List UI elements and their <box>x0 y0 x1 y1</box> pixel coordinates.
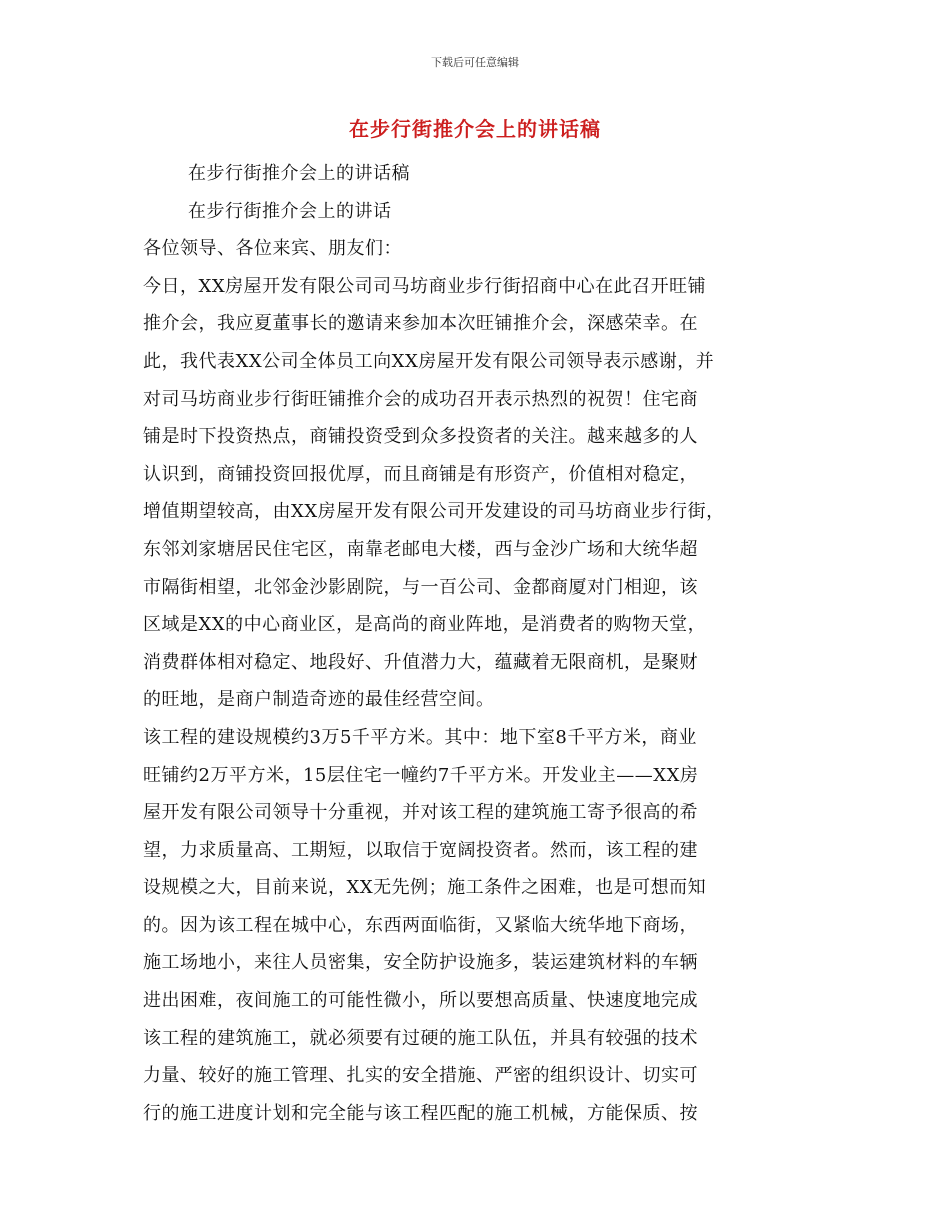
paragraph-line: 今日，XX房屋开发有限公司司马坊商业步行街招商中心在此召开旺铺 <box>143 275 707 297</box>
paragraph-line: 望，力求质量高、工期短，以取信于宽阔投资者。然而，该工程的建 <box>143 839 698 861</box>
paragraph-line: 推介会，我应夏董事长的邀请来参加本次旺铺推介会，深感荣幸。在 <box>143 313 698 335</box>
paragraph-line: 旺铺约2万平方米，15层住宅一幢约7千平方米。开发业主——XX房 <box>143 764 699 786</box>
paragraph-line: 力量、较好的施工管理、扎实的安全措施、严密的组织设计、切实可 <box>143 1065 698 1087</box>
paragraph-line: 市隔街相望，北邻金沙影剧院，与一百公司、金都商厦对门相迎，该 <box>143 576 698 598</box>
paragraph-line: 行的施工进度计划和完全能与该工程匹配的施工机械，方能保质、按 <box>143 1102 698 1124</box>
paragraph-line: 铺是时下投资热点，商铺投资受到众多投资者的关注。越来越多的人 <box>143 426 698 448</box>
paragraph-line: 区域是XX的中心商业区，是高尚的商业阵地，是消费者的购物天堂， <box>143 614 707 636</box>
paragraph-line: 施工场地小，来往人员密集，安全防护设施多，装运建筑材料的车辆 <box>143 952 698 974</box>
paragraph-line: 设规模之大，目前来说，XX无先例；施工条件之困难，也是可想而知 <box>143 877 707 899</box>
salutation: 各位领导、各位来宾、朋友们： <box>143 238 402 260</box>
paragraph-line: 对司马坊商业步行街旺铺推介会的成功召开表示热烈的祝贺！住宅商 <box>143 388 698 410</box>
document-title: 在步行街推介会上的讲话稿 <box>349 117 601 141</box>
subtitle-line: 在步行街推介会上的讲话 <box>188 200 392 222</box>
paragraph-line: 消费群体相对稳定、地段好、升值潜力大，蕴藏着无限商机，是聚财 <box>143 651 698 673</box>
header-note: 下载后可任意编辑 <box>431 56 519 69</box>
subtitle-line: 在步行街推介会上的讲话稿 <box>188 163 410 184</box>
paragraph-line: 进出困难，夜间施工的可能性微小，所以要想高质量、快速度地完成 <box>143 990 698 1012</box>
paragraph-line: 认识到，商铺投资回报优厚，而且商铺是有形资产，价值相对稳定， <box>143 463 698 485</box>
paragraph-line: 增值期望较高，由XX房屋开发有限公司开发建设的司马坊商业步行街， <box>143 501 725 523</box>
paragraph-line: 东邻刘家塘居民住宅区，南靠老邮电大楼，西与金沙广场和大统华超 <box>143 538 698 560</box>
paragraph-line: 该工程的建设规模约3万5千平方米。其中：地下室8千平方米，商业 <box>143 726 697 748</box>
paragraph-line: 的旺地，是商户制造奇迹的最佳经营空间。 <box>143 689 495 711</box>
document-body <box>143 155 823 1132</box>
paragraph-line: 的。因为该工程在城中心，东西两面临街，又紧临大统华地下商场， <box>143 914 698 936</box>
paragraph-line: 该工程的建筑施工，就必须要有过硬的施工队伍，并具有较强的技术 <box>143 1027 698 1049</box>
paragraph-line: 屋开发有限公司领导十分重视，并对该工程的建筑施工寄予很高的希 <box>143 802 698 824</box>
paragraph-line: 此，我代表XX公司全体员工向XX房屋开发有限公司领导表示感谢，并 <box>143 350 715 372</box>
